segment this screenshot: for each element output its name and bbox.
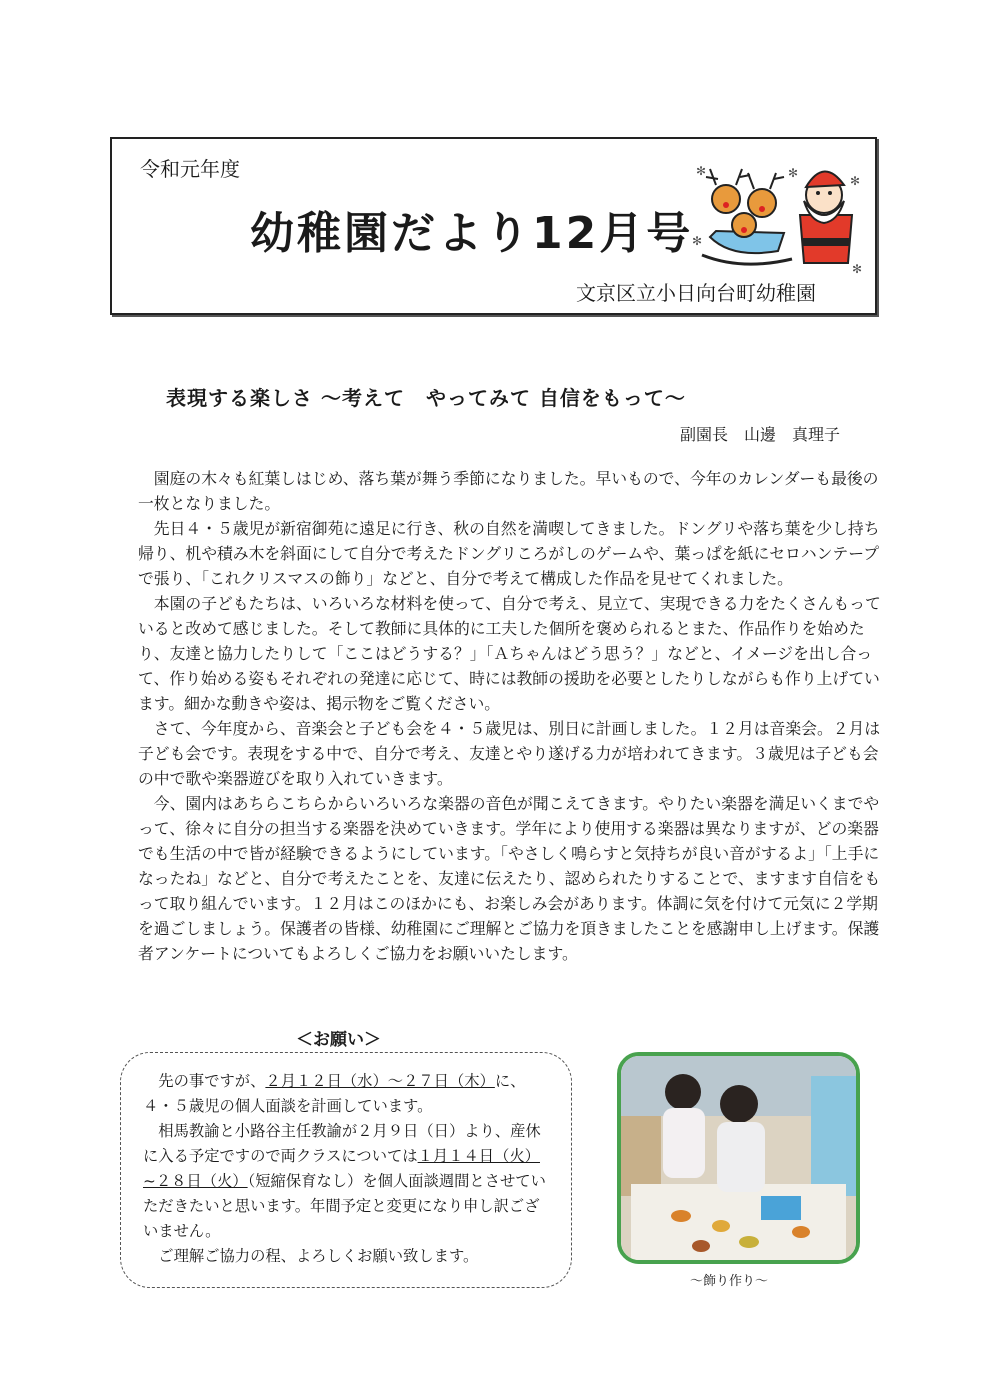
school-name: 文京区立小日向台町幼稚園 <box>576 281 816 305</box>
svg-text:✻: ✻ <box>852 262 862 275</box>
request-heading: ＜お願い＞ <box>296 1030 381 1050</box>
svg-text:✻: ✻ <box>696 164 707 178</box>
newsletter-title: 幼稚園だより12月号 <box>250 208 694 259</box>
interview-dates: ２月１２日（水）～２７日（木） <box>265 1072 495 1090</box>
article-body <box>138 466 888 966</box>
photo-caption: ～飾り作り～ <box>690 1274 769 1289</box>
newsletter-header <box>110 137 877 315</box>
article-paragraph: さて、今年度から、音楽会と子ども会を４・５歳児は、別日に計画しました。１２月は音楽会。２月は子ども会です。表現をする中で、自分で考え、友達とやり遂げる力が培われてきます。３歳児は子ども会の中で歌や楽器遊びを取り入れていきます。 <box>138 719 881 788</box>
christmas-illustration-icon <box>692 155 862 275</box>
svg-text:✻: ✻ <box>788 166 799 180</box>
article-paragraph: 園庭の木々も紅葉しはじめ、落ち葉が舞う季節になりました。早いもので、今年のカレンダーも最後の一枚となりました。 <box>138 469 879 513</box>
article-paragraph: 今、園内はあちらこちらからいろいろな楽器の音色が聞こえてきます。やりたい楽器を満足いくまでやって、徐々に自分の担当する楽器を決めていきます。学年により使用する楽器は異なりますが、どの楽器でも生活の中で皆が経験できるようにしています。「やさしく鳴らすと気持ちが良い音がするよ」「上手になったね」などと、自分で考えたことを、友達に伝えたり、認められたりすることで、ますます自信をもって取り組んでいます。１２月はこのほかにも、お楽しみ会があります。体調に気を付けて元気に２学期を過ごしましょう。保護者の皆様、幼稚園にご理解とご協力を頂きましたことを感謝申し上げます。保護者アンケートについてもよろしくご協力をお願いいたします。 <box>138 794 881 963</box>
request-paragraph: 先の事ですが、２月１２日（水）～２７日（木）に、４・５歳児の個人面談を計画しています。 <box>143 1072 526 1115</box>
article-author: 副園長 山邊 真理子 <box>680 425 841 444</box>
article-paragraph: 本園の子どもたちは、いろいろな材料を使って、自分で考え、見立て、実現できる力をたくさんもっていると改めて感じました。そして教師に具体的に工夫した個所を褒められるとまた、作品作りを始めたり、友達と協力したりして「ここはどうする？」「Ａちゃんはどう思う？」などと、イメージを出し合って、作り始める姿もそれぞれの発達に応じて、時には教師の援助を必要としたりしながらも作り上げています。細かな動きや姿は、掲示物をご覧ください。 <box>138 594 881 713</box>
svg-text:✻: ✻ <box>850 174 861 188</box>
classroom-photo <box>617 1052 860 1264</box>
request-paragraph: 相馬教諭と小路谷主任教諭が２月９日（日）より、産休に入る予定ですので両クラスについては１月１４日（火）~２８日（火）（短縮保育なし）を個人面談週間とさせていただきたいと思います。年間予定と変更になり申し訳ございません。 <box>143 1122 546 1240</box>
article-title: 表現する楽しさ ～考えて やってみて 自信をもって～ <box>166 386 686 410</box>
request-paragraph: ご理解ご協力の程、よろしくお願い致します。 <box>158 1247 479 1265</box>
fiscal-year-label: 令和元年度 <box>140 157 240 181</box>
article-paragraph: 先日４・５歳児が新宿御苑に遠足に行き、秋の自然を満喫してきました。ドングリや落ち葉を少し持ち帰り、机や積み木を斜面にして自分で考えたドングリころがしのゲームや、葉っぱを紙にセロハンテープで張り、「これクリスマスの飾り」などと、自分で考えて構成した作品を見せてくれました。 <box>138 519 880 588</box>
svg-text:✻: ✻ <box>692 234 703 248</box>
interview-week-dates: １月１４日（火）~２８日（火） <box>143 1147 540 1190</box>
request-notice-box <box>120 1052 572 1288</box>
children-crafting-image <box>621 1056 856 1260</box>
